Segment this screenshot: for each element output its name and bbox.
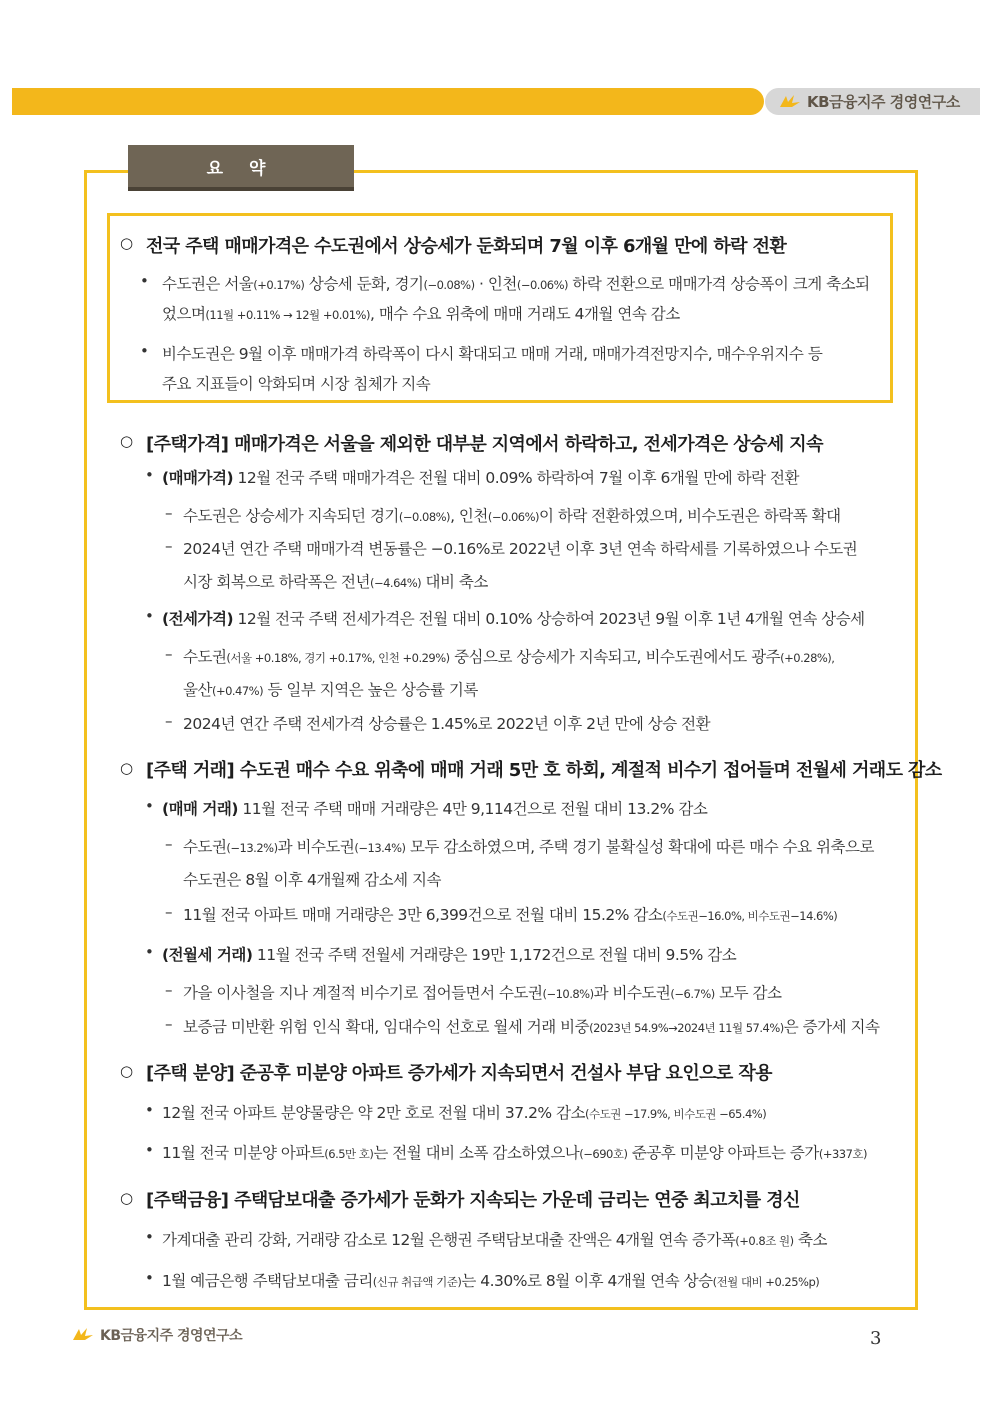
dash-bullet-icon: –	[165, 712, 173, 730]
overview-bullet-2-line-2: 주요 지표들이 악화되며 시장 침체가 지속	[162, 375, 431, 393]
overview-heading: 전국 주택 매매가격은 수도권에서 상승세가 둔화되며 7월 이후 6개월 만에 하락 전환	[146, 236, 787, 257]
price-dash-1: 수도권은 상승세가 지속되던 경기(−0.08%), 인천(−0.06%)이 하락 전환하였으며, 비수도권은 하락폭 확대	[183, 507, 841, 525]
circle-bullet-icon: ○	[120, 432, 134, 450]
price-dash-3-line-1: 수도권(서울 +0.18%, 경기 +0.17%, 인천 +0.29%) 중심으로 상승세가 지속되고, 비수도권에서도 광주(+0.28%),	[183, 648, 835, 666]
bullet-dot-icon: •	[145, 943, 154, 961]
summary-tab: 요 약	[128, 145, 354, 191]
overview-bullet-1-line-1: 수도권은 서울(+0.17%) 상승세 둔화, 경기(−0.08%) · 인천(−0.06%) 하락 전환으로 매매가격 상승폭이 크게 축소되	[162, 275, 870, 293]
footer-brand	[70, 1325, 242, 1345]
page-number: 3	[870, 1328, 882, 1349]
bullet-dot-icon: •	[145, 797, 154, 815]
bullet-dot-icon: •	[145, 1101, 154, 1119]
trade-dash-4: 보증금 미반환 위험 인식 확대, 임대수익 선호로 월세 거래 비중(2023년 54.9%→2024년 11월 57.4%)은 증가세 지속	[183, 1018, 880, 1036]
kb-star-logo-icon	[70, 1326, 96, 1344]
price-dash-3-line-2: 울산(+0.47%) 등 일부 지역은 높은 상승률 기록	[183, 681, 478, 699]
kb-star-logo-icon	[777, 93, 803, 111]
overview-bullet-1-line-2: 었으며(11월 +0.11% → 12월 +0.01%), 매수 수요 위축에 매매 거래도 4개월 연속 감소	[162, 305, 680, 323]
trade-sale-line: (매매 거래) 11월 전국 주택 매매 거래량은 4만 9,114건으로 전월 대비 13.2% 감소	[162, 800, 708, 818]
price-heading: [주택가격] 매매가격은 서울을 제외한 대부분 지역에서 하락하고, 전세가격은 상승세 지속	[146, 434, 823, 455]
bullet-dot-icon: •	[145, 607, 154, 625]
finance-heading: [주택금융] 주택담보대출 증가세가 둔화가 지속되는 가운데 금리는 연중 최고치를 경신	[146, 1190, 800, 1211]
finance-bullet-1: 가계대출 관리 강화, 거래량 감소로 12월 은행권 주택담보대출 잔액은 4개월 연속 증가폭(+0.8조 원) 축소	[162, 1231, 827, 1249]
circle-bullet-icon: ○	[120, 759, 134, 777]
price-dash-4: 2024년 연간 주택 전세가격 상승률은 1.45%로 2022년 이후 2년 만에 상승 전환	[183, 715, 711, 733]
dash-bullet-icon: –	[165, 645, 173, 663]
bullet-dot-icon: •	[140, 342, 149, 360]
price-dash-2-line-2: 시장 회복으로 하락폭은 전년(−4.64%) 대비 축소	[183, 573, 488, 591]
trade-dash-1-line-1: 수도권(−13.2%)과 비수도권(−13.4%) 모두 감소하였으며, 주택 경기 불확실성 확대에 따른 매수 수요 위축으로	[183, 838, 874, 856]
dash-bullet-icon: –	[165, 537, 173, 555]
finance-bullet-2: 1월 예금은행 주택담보대출 금리(신규 취급액 기준)는 4.30%로 8월 이후 4개월 연속 상승(전월 대비 +0.25%p)	[162, 1272, 820, 1290]
header-accent-bar	[12, 88, 764, 115]
circle-bullet-icon: ○	[120, 234, 134, 252]
header-brand	[765, 88, 980, 115]
bullet-dot-icon: •	[145, 1228, 154, 1246]
trade-dash-1-line-2: 수도권은 8월 이후 4개월째 감소세 지속	[183, 871, 441, 889]
presale-bullet-1: 12월 전국 아파트 분양물량은 약 2만 호로 전월 대비 37.2% 감소(수도권 −17.9%, 비수도권 −65.4%)	[162, 1104, 767, 1122]
presale-heading: [주택 분양] 준공후 미분양 아파트 증가세가 지속되면서 건설사 부담 요인으로 작용	[146, 1063, 772, 1084]
trade-dash-3: 가을 이사철을 지나 계절적 비수기로 접어들면서 수도권(−10.8%)과 비수도권(−6.7%) 모두 감소	[183, 984, 782, 1002]
bullet-dot-icon: •	[145, 1269, 154, 1287]
dash-bullet-icon: –	[165, 835, 173, 853]
footer-brand-text: KB금융지주 경영연구소	[100, 1328, 243, 1344]
price-dash-2-line-1: 2024년 연간 주택 매매가격 변동률은 −0.16%로 2022년 이후 3년 연속 하락세를 기록하였으나 수도권	[183, 540, 858, 558]
circle-bullet-icon: ○	[120, 1062, 134, 1080]
overview-bullet-2-line-1: 비수도권은 9월 이후 매매가격 하락폭이 다시 확대되고 매매 거래, 매매가격전망지수, 매수우위지수 등	[162, 345, 823, 363]
price-jeonse-line: (전세가격) 12월 전국 주택 전세가격은 전월 대비 0.10% 상승하여 2023년 9월 이후 1년 4개월 연속 상승세	[162, 610, 865, 628]
bullet-dot-icon: •	[140, 272, 149, 290]
presale-bullet-2: 11월 전국 미분양 아파트(6.5만 호)는 전월 대비 소폭 감소하였으나(−690호) 준공후 미분양 아파트는 증가(+337호)	[162, 1144, 867, 1162]
price-sale-line: (매매가격) 12월 전국 주택 매매가격은 전월 대비 0.09% 하락하여 7월 이후 6개월 만에 하락 전환	[162, 469, 799, 487]
dash-bullet-icon: –	[165, 981, 173, 999]
dash-bullet-icon: –	[165, 903, 173, 921]
bullet-dot-icon: •	[145, 466, 154, 484]
dash-bullet-icon: –	[165, 1015, 173, 1033]
dash-bullet-icon: –	[165, 504, 173, 522]
header-brand-text: KB금융지주 경영연구소	[807, 93, 960, 111]
trade-heading: [주택 거래] 수도권 매수 수요 위축에 매매 거래 5만 호 하회, 계절적 비수기 접어들며 전월세 거래도 감소	[146, 760, 942, 781]
bullet-dot-icon: •	[145, 1141, 154, 1159]
trade-rent-line: (전월세 거래) 11월 전국 주택 전월세 거래량은 19만 1,172건으로 전월 대비 9.5% 감소	[162, 946, 737, 964]
circle-bullet-icon: ○	[120, 1189, 134, 1207]
trade-dash-2: 11월 전국 아파트 매매 거래량은 3만 6,399건으로 전월 대비 15.2% 감소(수도권−16.0%, 비수도권−14.6%)	[183, 906, 838, 924]
